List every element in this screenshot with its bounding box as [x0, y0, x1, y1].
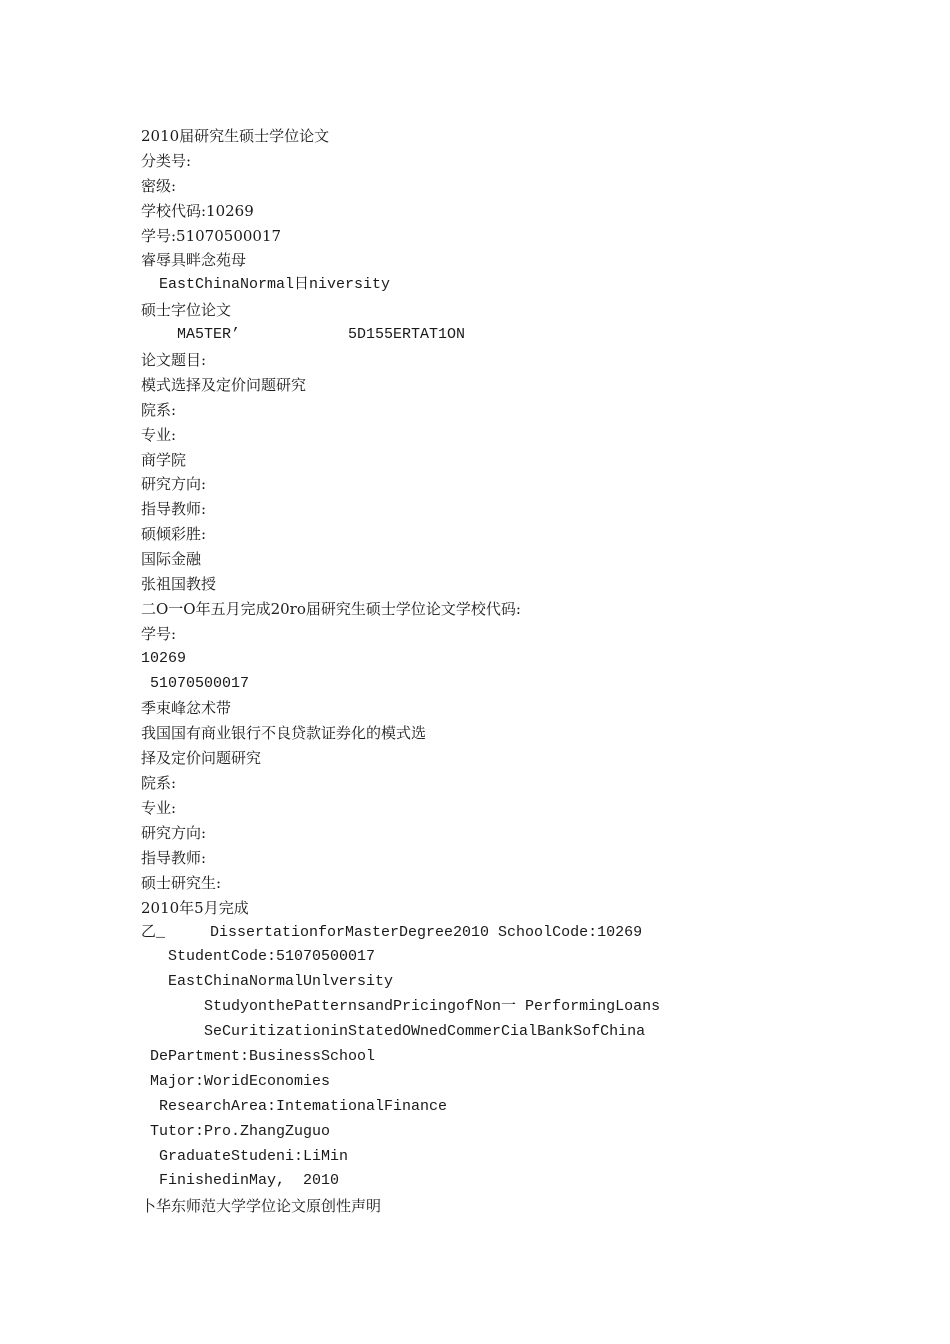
originality-statement-heading: 卜华东师范大学学位论文原创性声明	[141, 1197, 382, 1216]
supervisor-value: 张祖国教授	[141, 575, 217, 594]
english-research-area: ResearchArea:IntemationalFinance	[141, 1097, 448, 1115]
document-body	[141, 124, 861, 1219]
research-area-value: 国际金融	[141, 550, 202, 569]
supervisor-label-2: 指导教师:	[141, 848, 207, 867]
english-student-code: StudentCode:51070500017	[141, 948, 376, 966]
school-code: 学校代码:10269	[141, 201, 254, 220]
major-label: 专业:	[141, 425, 177, 444]
student-number: 学号:51070500017	[141, 226, 282, 245]
student-number-value: 51070500017	[141, 674, 250, 692]
graduate-student-label-garbled: 硕倾彩胜:	[141, 525, 207, 544]
research-area-label-2: 研究方向:	[141, 823, 207, 842]
supervisor-label: 指导教师:	[141, 500, 207, 519]
thesis-type-english: MA5TER’ 5D155ERTAT1ON	[141, 326, 466, 344]
english-department: DePartment:BusinessSchool	[141, 1047, 376, 1065]
department-label: 院系:	[141, 400, 177, 419]
university-name-english: EastChinaNormal日niversity	[141, 276, 391, 294]
thesis-title-fragment: 模式选择及定价问题研究	[141, 375, 307, 394]
english-university-name: EastChinaNormalUnlversity	[141, 973, 394, 991]
english-major: Major:WoridEconomies	[141, 1072, 331, 1090]
thesis-title-line-1: 我国国有商业银行不良贷款证券化的模式选	[141, 724, 427, 743]
classification-number-label: 分类号:	[141, 151, 192, 170]
department-value: 商学院	[141, 450, 187, 469]
university-name-garbled: 睿辱具畔念苑母	[141, 251, 247, 270]
completion-date: 2010年5月完成	[141, 898, 249, 917]
thesis-type-chinese: 硕士字位论文	[141, 301, 232, 320]
security-level-label: 密级:	[141, 176, 177, 195]
graduate-student-label: 硕士研究生:	[141, 873, 222, 892]
thesis-title-line-2: 择及定价问题研究	[141, 749, 262, 768]
garbled-line: 季束峰忿术带	[141, 699, 232, 718]
english-title-line-2: SeCuritizationinStatedOWnedCommerCialBankSofChina	[141, 1023, 646, 1041]
english-tutor: Tutor:Pro.ZhangZuguo	[141, 1122, 331, 1140]
completion-and-header-line: 二O一O年五月完成20ro届研究生硕士学位论文学校代码:	[141, 599, 521, 618]
thesis-title-label: 论文题目:	[141, 351, 207, 370]
english-title-line-1: StudyonthePatternsandPricingofNon一 PerformingLoans	[141, 998, 661, 1016]
cover-year-title: 2010届研究生硕士学位论文	[141, 127, 330, 145]
research-area-label: 研究方向:	[141, 475, 207, 494]
student-number-label: 学号:	[141, 624, 177, 643]
english-graduate-student: GraduateStudeni:LiMin	[141, 1147, 349, 1165]
english-finished-date: FinishedinMay, 2010	[141, 1172, 340, 1190]
english-header-line: 乙_ DissertationforMasterDegree2010 SchoolCode:10269	[141, 923, 643, 941]
major-label-2: 专业:	[141, 799, 177, 818]
school-code-value: 10269	[141, 649, 187, 667]
department-label-2: 院系:	[141, 774, 177, 793]
